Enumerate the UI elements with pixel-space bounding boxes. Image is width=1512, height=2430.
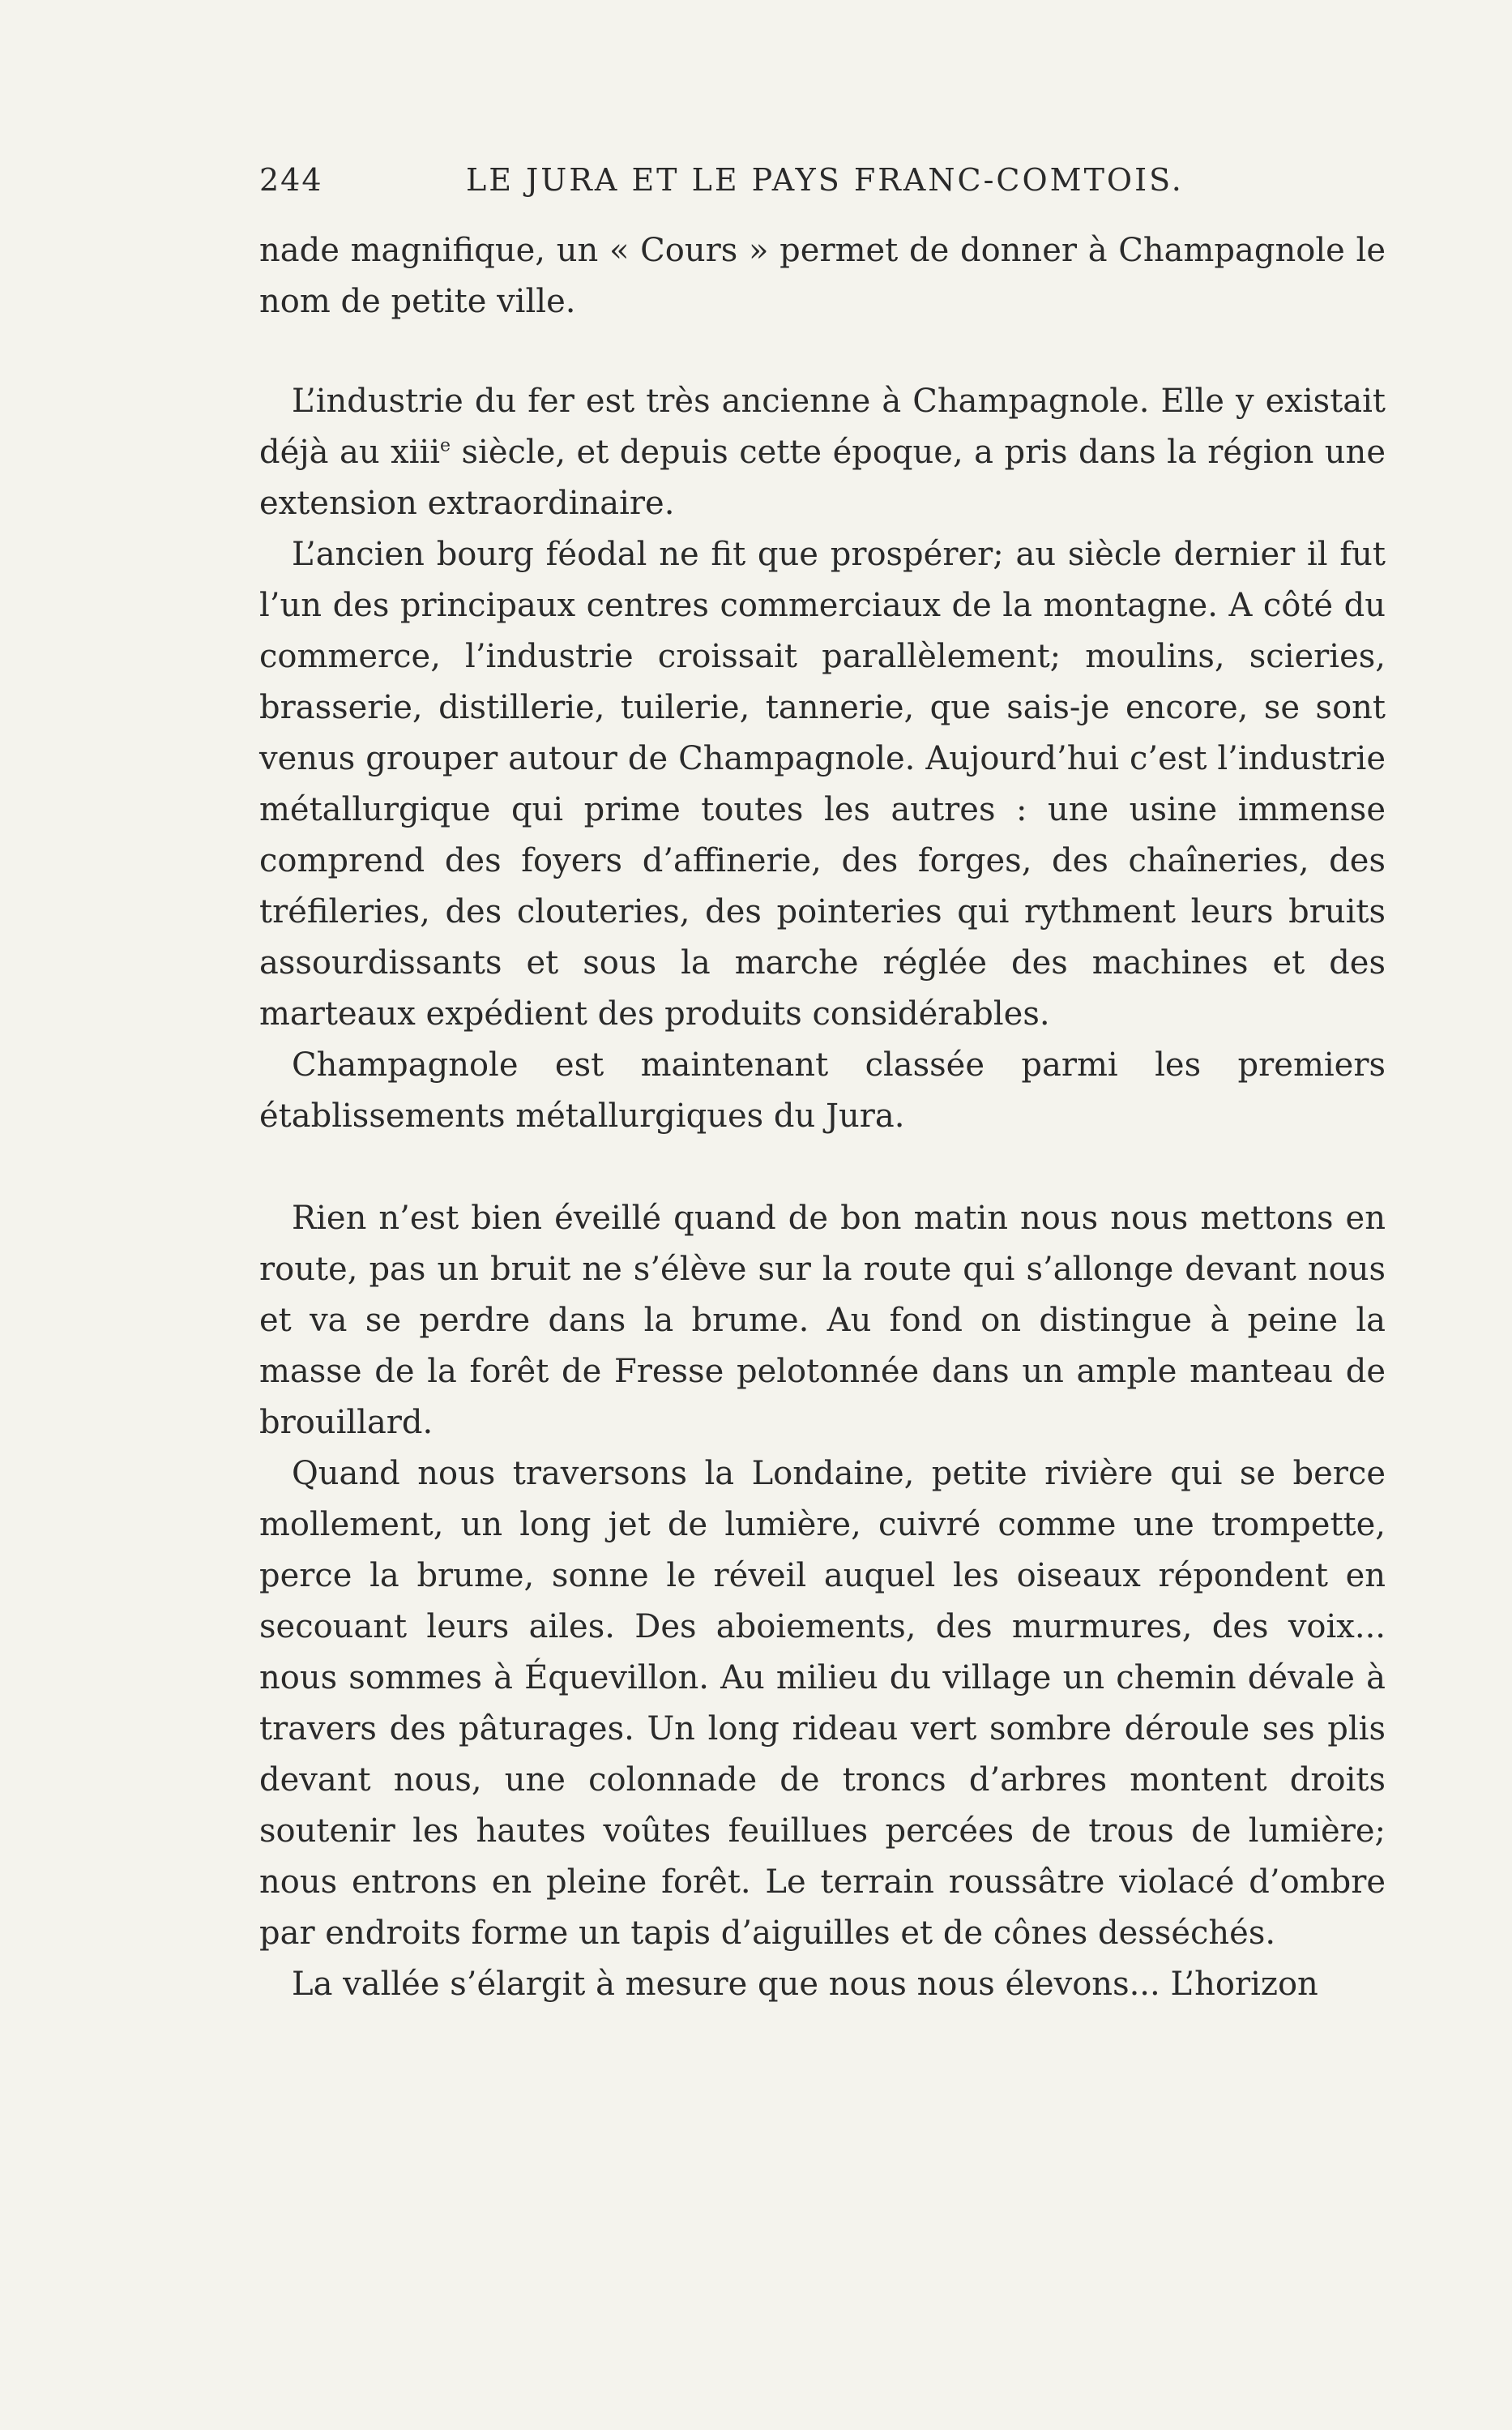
page-header: [259, 162, 1199, 211]
superscript: e: [440, 435, 451, 456]
body-text: [259, 225, 1386, 2010]
paragraph-morning-route: Rien n’est bien éveillé quand de bon matin nous nous mettons en route, pas un bruit ne s’élève sur la route qui s’allonge devant nous et va se perdre dans la brume. Au fond on distingue à peine la masse de la forêt de Fresse pelotonnée dans un ample manteau de brouillard.: [259, 1200, 1386, 1441]
paragraph-iron-industry: [259, 376, 1386, 529]
paragraph-feudal-town: L’ancien bourg féodal ne fit que prospérer; au siècle dernier il fut l’un des principaux centres commerciaux de la montagne. A côté du commerce, l’industrie croissait parallèlement; moulins, scieries, brasserie, distillerie, tuilerie, tannerie, que sais-je encore, se sont venus grouper autour de Champagnole. Aujourd’hui c’est l’industrie métallurgique qui prime toutes les autres : une usine immense comprend des foyers d’affinerie, des forges, des chaîneries, des tréfileries, des clouteries, des pointeries qui rythment leurs bruits assourdissants et sous la marche réglée des machines et des marteaux expédient des produits considérables.: [259, 536, 1386, 1033]
paragraph-continuation: nade magnifique, un « Cours » permet de donner à Champagnole le nom de petite ville.: [259, 232, 1386, 320]
paragraph-text: L’industrie du fer est très ancienne à Champagnole. Elle y existait déjà au xiii: [259, 383, 1386, 471]
paragraph-londaine: Quand nous traversons la Londaine, petite rivière qui se berce mollement, un long jet de lumière, cuivré comme une trompette, perce la brume, sonne le réveil auquel les oiseaux répondent en secouant leurs ailes. Des aboiements, des murmures, des voix... nous sommes à Équevillon. Au milieu du village un chemin dévale à travers des pâturages. Un long rideau vert sombre déroule ses plis devant nous, une colonnade de troncs d’arbres montent droits soutenir les hautes voûtes feuillues percées de trous de lumière; nous entrons en pleine forêt. Le terrain roussâtre violacé d’ombre par endroits forme un tapis d’aiguilles et de cônes desséchés.: [259, 1455, 1386, 1952]
paragraph-establishments: Champagnole est maintenant classée parmi les premiers établissements métallurgiques du Jura.: [259, 1046, 1386, 1135]
paragraph-valley: La vallée s’élargit à mesure que nous nous élevons... L’horizon: [292, 1966, 1318, 2003]
paragraph-text: siècle, et depuis cette époque, a pris dans la région une extension extraordinaire.: [259, 434, 1386, 522]
page-number: 244: [259, 162, 323, 198]
running-title: LE JURA ET LE PAYS FRANC-COMTOIS.: [466, 162, 1184, 198]
